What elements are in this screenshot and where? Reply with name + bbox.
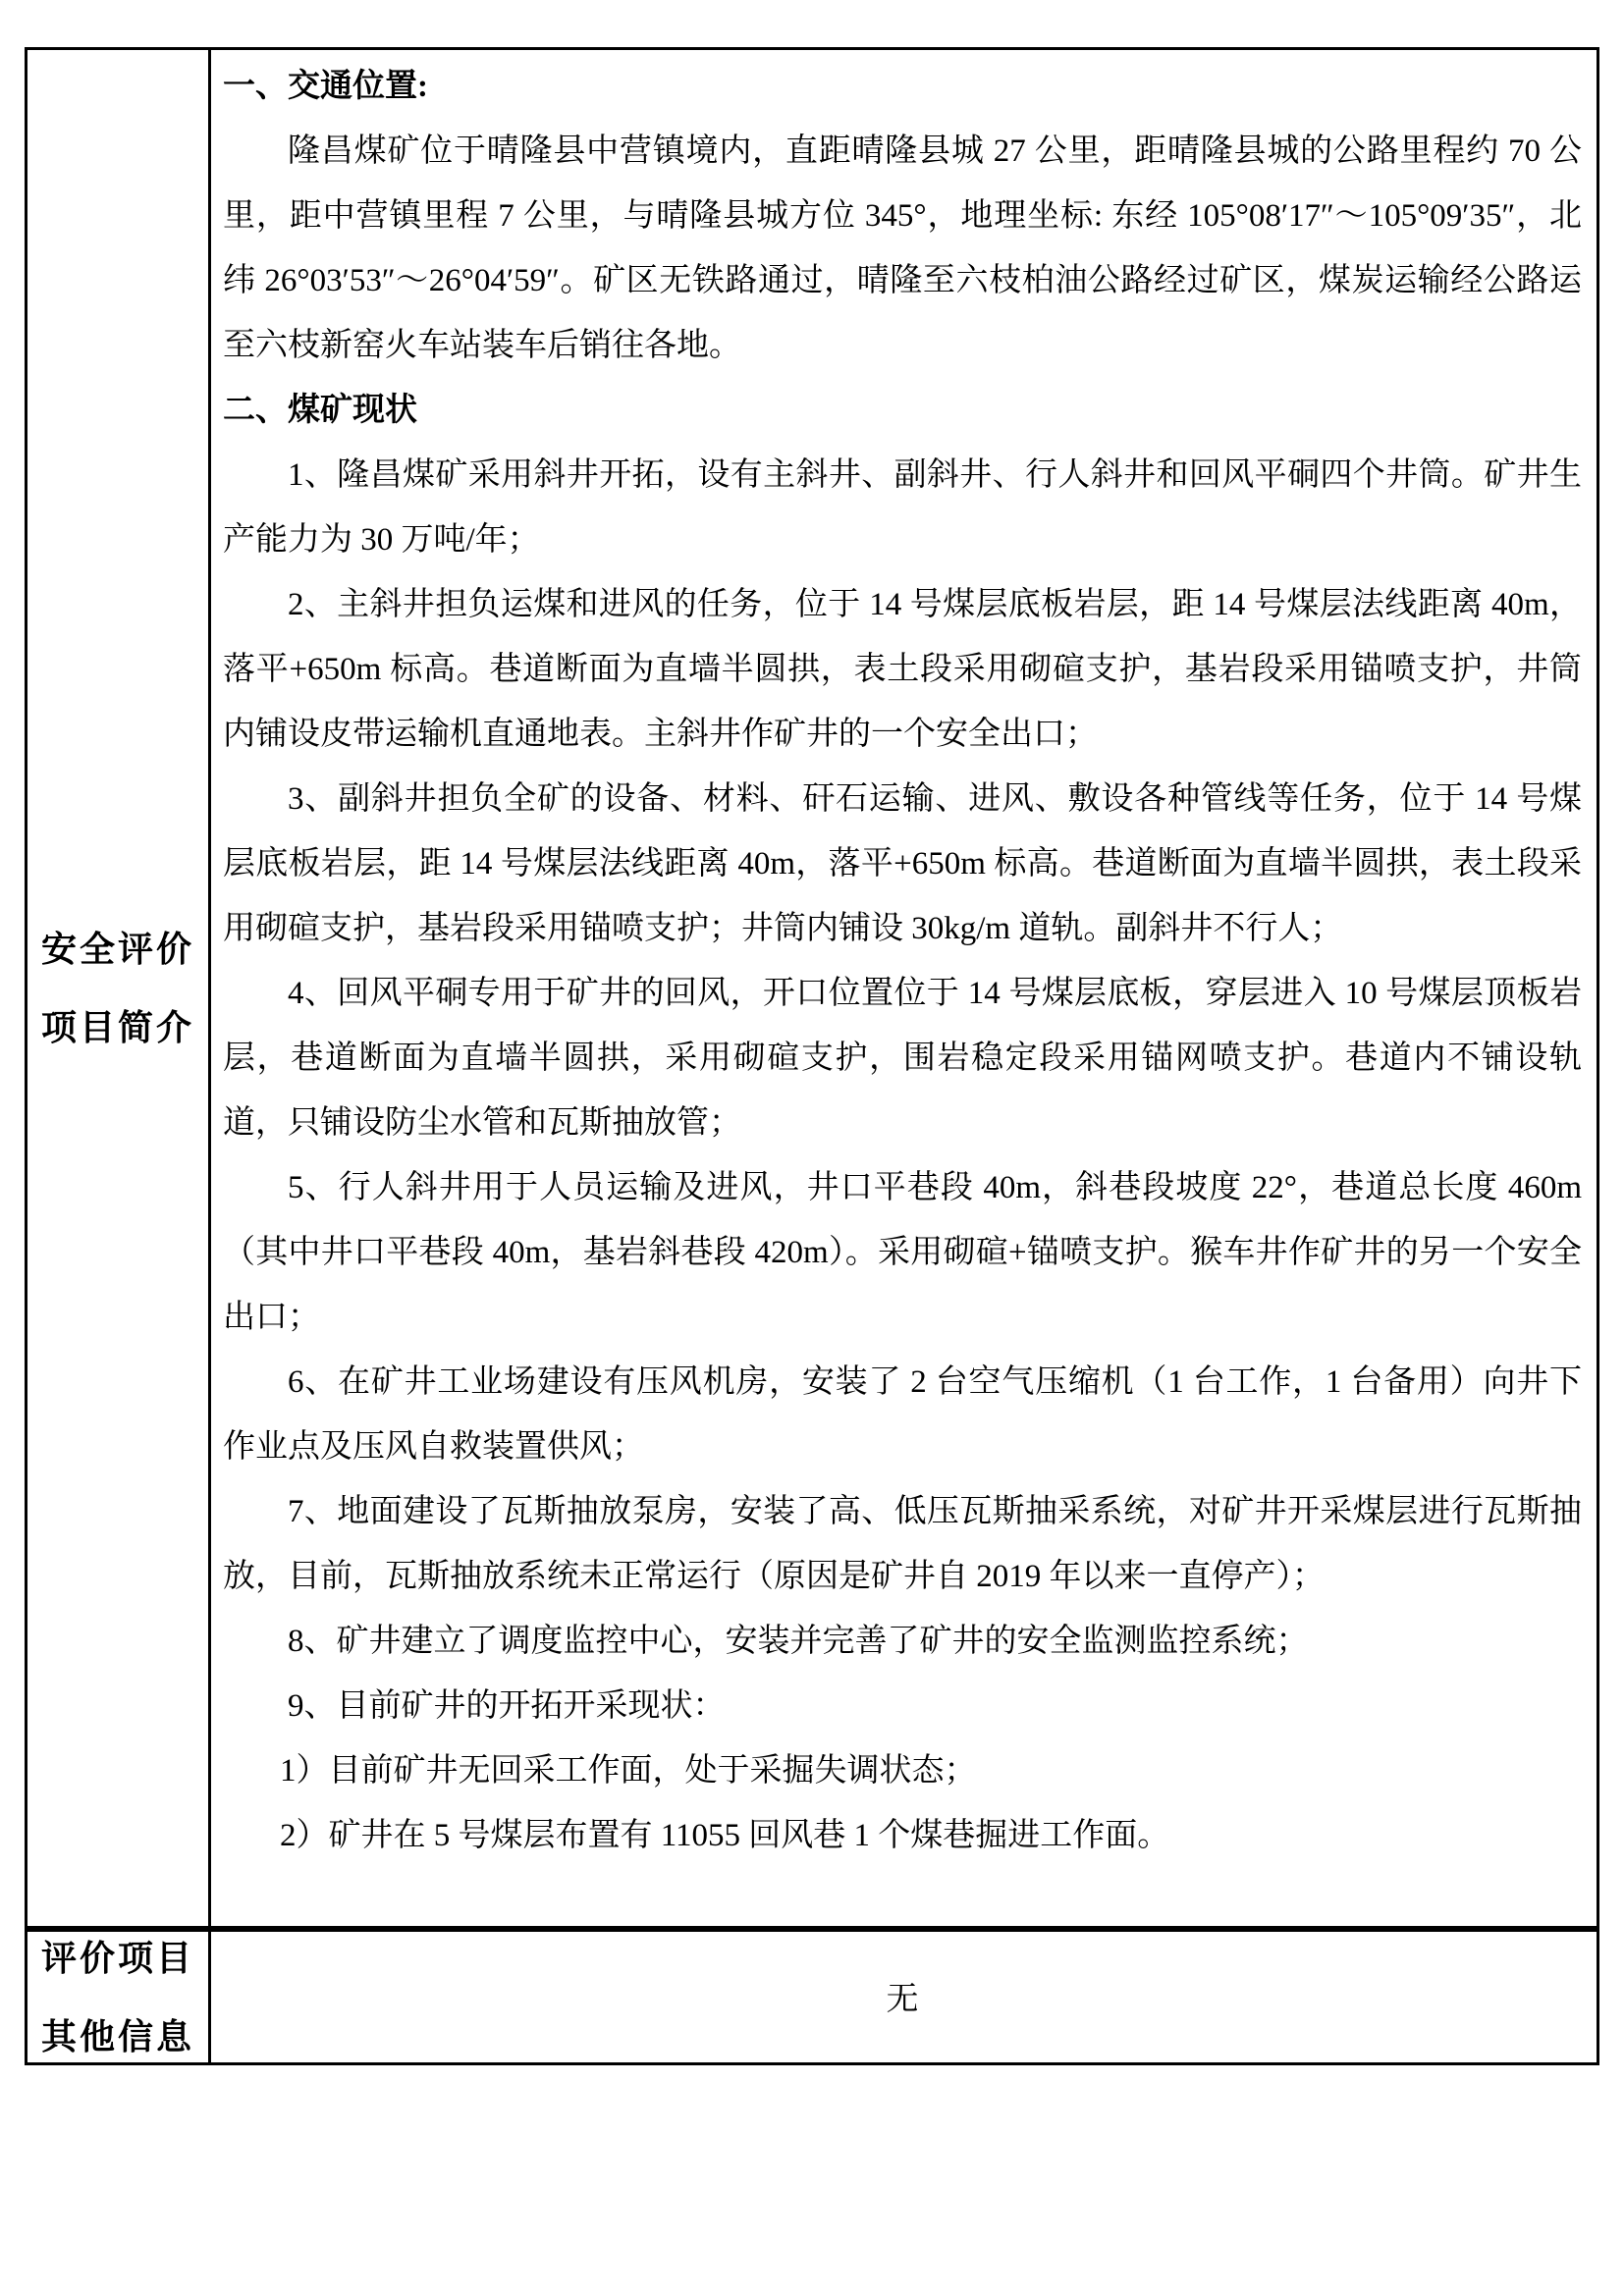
row-label-line: 其他信息 — [40, 2016, 194, 2056]
paragraph: 二、煤矿现状 — [223, 393, 417, 428]
paragraph: 9、目前矿井的开拓开采现状： — [288, 1688, 726, 1724]
paragraph: 2）矿井在 5 号煤层布置有 11055 回风巷 1 个煤巷掘进工作面。 — [280, 1818, 1170, 1853]
paragraph: 3、副斜井担负全矿的设备、材料、矸石运输、进风、敷设各种管线等任务，位于 14 号煤层底板岩层，距 14 号煤层法线距离 40m，落平+650m 标高。巷道断面为直墙半圆拱，表土段采用砌碹支护，基岩段采用锚喷支护；井筒内铺设 30kg/m 道轨。副斜井不行人； — [223, 781, 1582, 946]
row-label-safety-evaluation-project-intro — [27, 50, 211, 1926]
paragraph: 2、主斜井担负运煤和进风的任务，位于 14 号煤层底板岩层，距 14 号煤层法线距离 40m，落平+650m 标高。巷道断面为直墙半圆拱，表土段采用砌碹支护，基岩段采用锚喷支护，井筒内铺设皮带运输机直通地表。主斜井作矿井的一个安全出口； — [223, 587, 1582, 752]
evaluation-table — [25, 47, 1599, 2065]
project-intro-content — [211, 50, 1597, 1926]
paragraph: 4、回风平硐专用于矿井的回风，开口位置位于 14 号煤层底板，穿层进入 10 号煤层顶板岩层，巷道断面为直墙半圆拱，采用砌碹支护，围岩稳定段采用锚网喷支护。巷道内不铺设轨道，只铺设防尘水管和瓦斯抽放管； — [223, 976, 1582, 1141]
paragraph: 6、在矿井工业场建设有压风机房，安装了 2 台空气压缩机（1 台工作，1 台备用）向井下作业点及压风自救装置供风； — [223, 1364, 1582, 1465]
other-info-content — [211, 1926, 1597, 2062]
row-label-other-info — [27, 1926, 211, 2062]
paragraph: 8、矿井建立了调度监控中心，安装并完善了矿井的安全监测监控系统； — [288, 1624, 1309, 1659]
row-label-line: 项目简介 — [40, 1007, 194, 1047]
other-info-value: 无 — [886, 1981, 919, 2017]
row-label-line: 安全评价 — [40, 929, 194, 969]
paragraph: 一、交通位置: — [223, 69, 428, 104]
paragraph: 7、地面建设了瓦斯抽放泵房，安装了高、低压瓦斯抽采系统，对矿井开采煤层进行瓦斯抽放，目前，瓦斯抽放系统未正常运行（原因是矿井自 2019 年以来一直停产）； — [223, 1494, 1582, 1594]
paragraph: 隆昌煤矿位于晴隆县中营镇境内，直距晴隆县城 27 公里，距晴隆县城的公路里程约 70 公里，距中营镇里程 7 公里，与晴隆县城方位 345°，地理坐标: 东经 105°08′17″～105°09′35″，北纬 26°03′53″～26°04′59″。矿区无铁路通过，晴隆至六枝柏油公路经过矿区，煤炭运输经公路运至六枝新窑火车站装车后销往各地。 — [223, 133, 1582, 363]
row-label-line: 评价项目 — [40, 1938, 194, 1978]
paragraph: 1）目前矿井无回采工作面，处于采掘失调状态； — [280, 1753, 977, 1789]
paragraph: 5、行人斜井用于人员运输及进风，井口平巷段 40m，斜巷段坡度 22°，巷道总长度 460m（其中井口平巷段 40m，基岩斜巷段 420m）。采用砌碹+锚喷支护。猴车井作矿井的另一个安全出口； — [223, 1170, 1582, 1335]
paragraph: 1、隆昌煤矿采用斜井开拓，设有主斜井、副斜井、行人斜井和回风平硐四个井筒。矿井生产能力为 30 万吨/年； — [223, 457, 1582, 558]
